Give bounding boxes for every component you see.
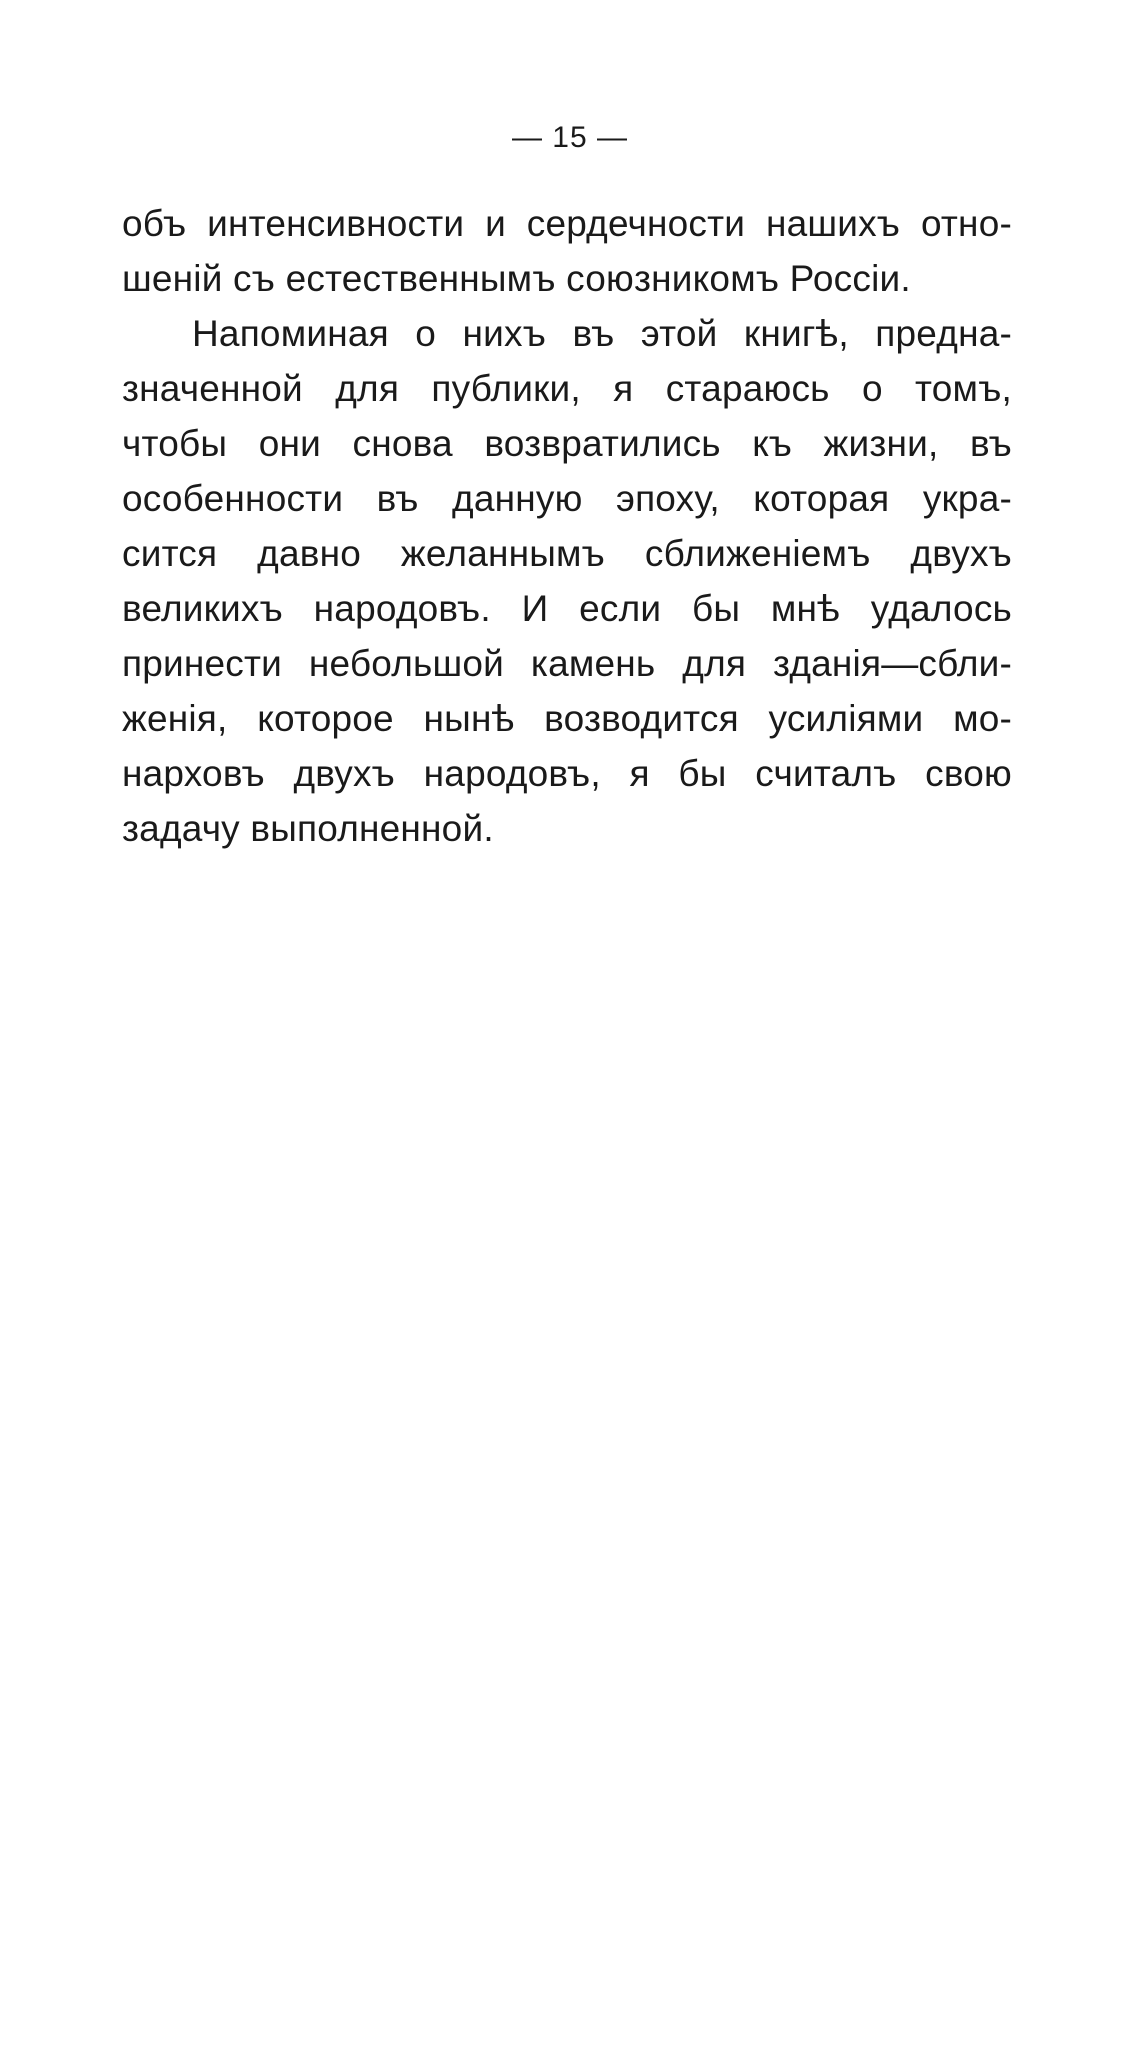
text-line: шенiй съ естественнымъ союзникомъ Россiи. (122, 258, 911, 299)
text-line: чтобы они снова возвратились къ жизни, въ (122, 423, 1012, 464)
text-line: значенной для публики, я стараюсь о томъ, (122, 368, 1012, 409)
text-line: сится давно желаннымъ сближенiемъ двухъ (122, 533, 1012, 574)
text-line: задачу выполненной. (122, 808, 494, 849)
text-line: Напоминая о нихъ въ этой книгѣ, предна- (192, 313, 1012, 354)
text-line: особенности въ данную эпоху, которая укра- (122, 478, 1012, 519)
text-line: женiя, которое нынѣ возводится усилiями мо- (122, 698, 1012, 739)
text-line: принести небольшой камень для зданiя—сбли- (122, 643, 1012, 684)
text-line: объ интенсивности и сердечности нашихъ отно- (122, 203, 1012, 244)
body-text (122, 196, 1012, 856)
text-line: нарховъ двухъ народовъ, я бы считалъ свою (122, 753, 1012, 794)
text-line: великихъ народовъ. И если бы мнѣ удалось (122, 588, 1012, 629)
page-number: — 15 — (511, 121, 629, 154)
